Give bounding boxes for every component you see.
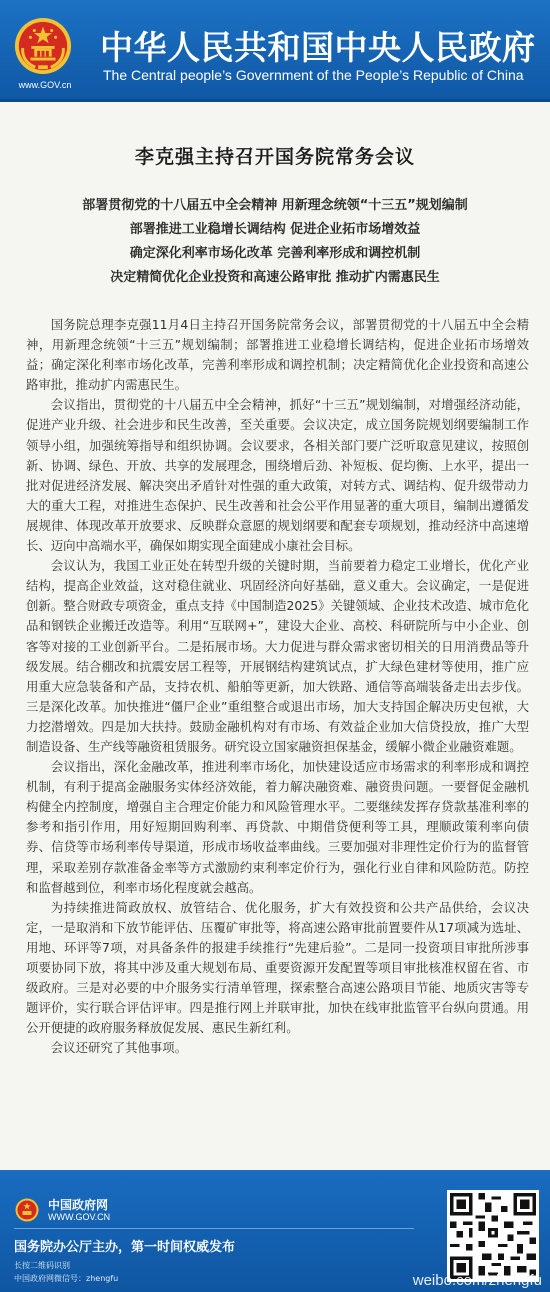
- wechat-id: 中国政府网微信号：zhengfu: [14, 1274, 119, 1283]
- footer-divider: [14, 1228, 414, 1229]
- subheading: 确定深化利率市场化改革 完善利率形成和调控机制: [129, 246, 421, 261]
- paragraph: 会议认为，我国工业正处在转型升级的关键时期，当前要着力稳定工业增长，优化产业结构，提高企业效益，这对稳住就业、巩固经济向好基础，意义重大。会议确定，一是促进创新。整合财政专项资金，重点支持《中国制造2025》关键领域、企业技术改造、城市危化品和钢铁企业搬迁改造等。利用“互联网+”，建设大企业、高校、科研院所与中小企业、创客等对接的工业创新平台。二是拓展市场。大力促进与群众需求密切相关的日用消费品等升级发展。结合棚改和抗震安居工程等，开展钢结构建筑试点，扩大绿色建材等使用，推广应用重大应急装备和产品，支持农机、船舶等更新，加大铁路、通信等高端装备走出去步伐。三是深化改革。加快推进“僵尸企业”重组整合或退出市场，加大支持国企解决历史包袱，大力挖潜增效。四是加大扶持。鼓励金融机构对有市场、有效益企业加大信贷投放，推广大型制造设备、生产线等融资租赁服务。研究设立国家融资担保基金，缓解小微企业融资难题。: [26, 558, 529, 754]
- footer-brand: 中国政府网: [48, 1198, 109, 1212]
- national-emblem-icon: [14, 17, 72, 75]
- paragraph: 会议还研究了其他事项。: [50, 1040, 188, 1056]
- article: [0, 102, 550, 1170]
- article-body: [26, 315, 529, 1058]
- article-headline: 李克强主持召开国务院常务会议: [134, 146, 415, 168]
- site-header: [0, 0, 550, 102]
- site-subtitle: The Central people’s Government of the People’s Republic of China: [103, 67, 524, 83]
- site-footer: [0, 1170, 550, 1292]
- qr-hint: 长按二维码识别: [14, 1261, 70, 1270]
- qr-code-icon[interactable]: [447, 1190, 539, 1282]
- subheading: 部署推进工业稳增长调结构 促进企业拓市场增效益: [129, 222, 421, 237]
- gov-url[interactable]: www.GOV.cn: [18, 80, 72, 90]
- paragraph: 国务院总理李克强11月4日主持召开国务院常务会议，部署贯彻党的十八届五中全会精神，用新理念统领“十三五”规划编制；部署推进工业稳增长调结构，促进企业拓市场增效益；确定深化利率市场化改革，完善利率形成和调控机制；决定精简优化企业投资和高速公路审批，推动扩内需惠民生。: [26, 317, 529, 393]
- subheadings: [0, 194, 550, 290]
- footer-url[interactable]: WWW.GOV.CN: [48, 1212, 111, 1222]
- subheading: 部署贯彻党的十八届五中全会精神 用新理念统领“十三五”规划编制: [82, 198, 468, 213]
- national-emblem-icon: [15, 1198, 39, 1222]
- weibo-watermark: weibo.com/zhengfu: [412, 1272, 542, 1289]
- paragraph: 会议指出，贯彻党的十八届五中全会精神，抓好“十三五”规划编制，对增强经济动能，促进产业升级、社会进步和民生改善，至关重要。会议决定，成立国务院规划纲要编制工作领导小组，加强统筹指导和组织协调。会议要求，各相关部门要广泛听取意见建议，按照创新、协调、绿色、开放、共享的发展理念，围绕增后劲、补短板、促均衡、上水平，提出一批对促进经济发展、解决突出矛盾针对性强的重大政策，对转方式、调结构、促升级带动力大的重大工程，对推进生态保护、民生改善和社会公平作用显著的重大项目，编制出遵循发展规律、体现改革开放要求、反映群众意愿的规划纲要和配套专项规划，推动经济中高速增长、迈向中高端水平，确保如期实现全面建成小康社会目标。: [26, 397, 529, 554]
- paragraph: 为持续推进简政放权、放管结合、优化服务，扩大有效投资和公共产品供给，会议决定，一是取消和下放节能评估、压覆矿审批等，将高速公路审批前置要件从17项减为选址、用地、环评等7项，对具备条件的报建手续推行“先建后验”。二是同一投资项目审批所涉事项要协同下放，将其中涉及重大规划布局、重要资源开发配置等项目审批核准权留在省、市级政府。三是对必要的中介服务实行清单管理，探索整合高速公路项目节能、地质灾害等专题评价，实行联合评估评审。四是推行网上并联审批，加快在线审批监管平台纵向贯通。用公开便捷的政府服务释放促发展、惠民生新红利。: [26, 899, 529, 1036]
- paragraph: 会议指出，深化金融改革，推进利率市场化，加快建设适应市场需求的利率形成和调控机制，有利于提高金融服务实体经济效能，着力解决融资难、融资贵问题。一要督促金融机构健全内控制度，增强自主合理定价能力和风险管理水平。二要继续发挥存贷款基准利率的参考和指引作用，用好短期回购利率、再贷款、中期借贷便利等工具，理顺政策利率向债券、信贷等市场利率传导渠道，形成市场收益率曲线。三要加强对非理性定价行为的监督管理，采取差别存款准备金率等方式激励约束利率定价行为，强化行业自律和风险防范。防控和监督越到位，利率市场化程度就会越高。: [26, 759, 529, 895]
- footer-slogan: 国务院办公厅主办，第一时间权威发布: [14, 1240, 236, 1255]
- subheading: 决定精简优化企业投资和高速公路审批 推动扩内需惠民生: [110, 270, 440, 285]
- site-title: 中华人民共和国中央人民政府: [100, 28, 536, 67]
